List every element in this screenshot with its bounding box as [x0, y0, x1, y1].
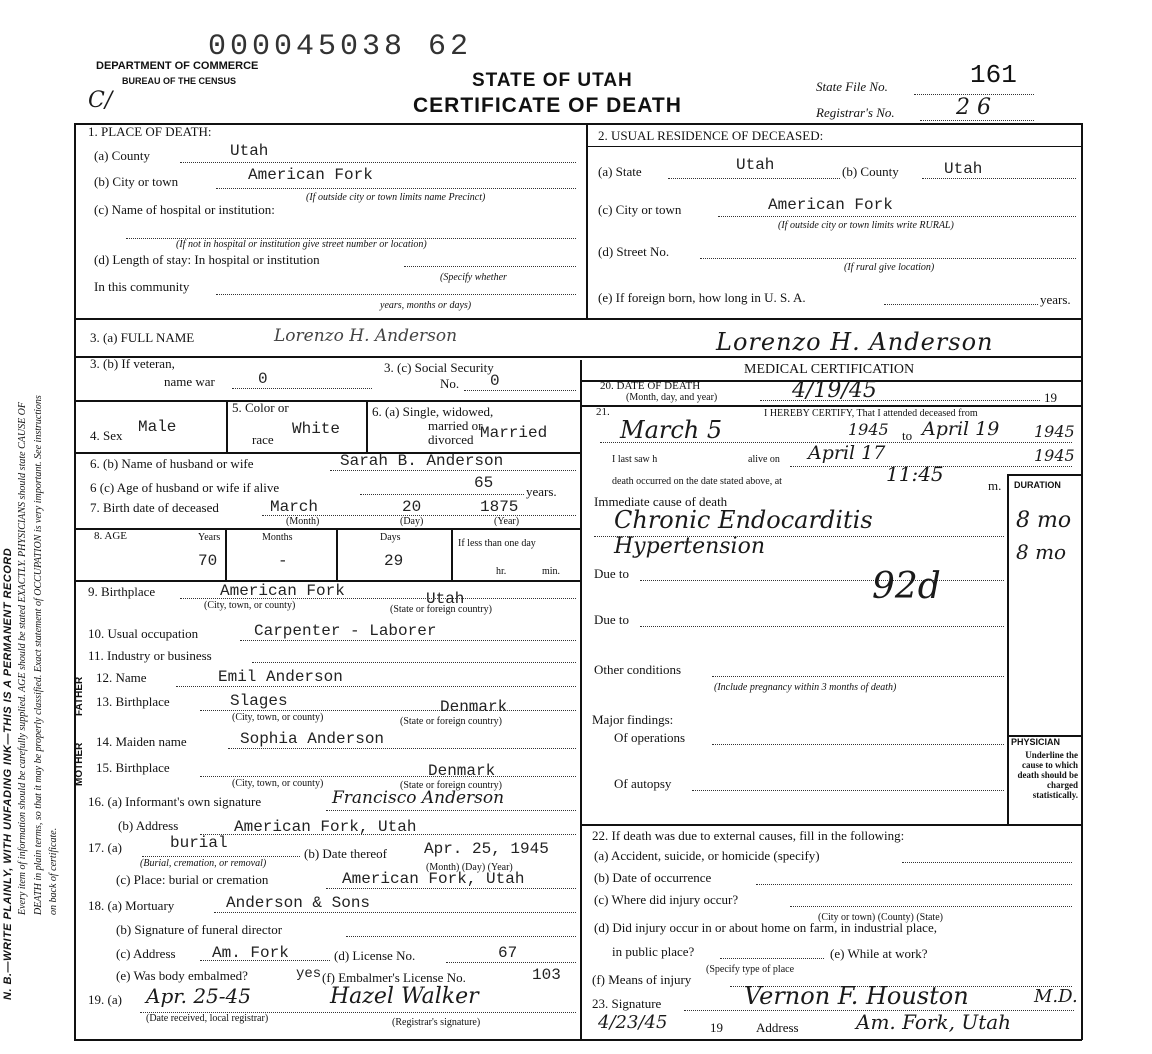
burial-date-note: (Month) (Day) (Year) — [426, 862, 513, 873]
last-saw-mid: alive on — [748, 454, 780, 465]
place-ymd: years, months or days) — [380, 300, 472, 311]
duration-column — [1007, 474, 1009, 824]
sex-value[interactable]: Male — [138, 418, 177, 436]
death-date-19: 19 — [1044, 390, 1057, 405]
attended-from-year[interactable]: 1945 — [848, 420, 889, 439]
res-state-value[interactable]: Utah — [736, 156, 775, 174]
autopsy-label: Of autopsy — [614, 776, 672, 791]
sidebar-instruction-2: DEATH in plain terms, so that it may be properly classified. Exact statement of OCCUPATION is very important. See instructions — [33, 395, 44, 915]
operations-label: Of operations — [614, 730, 686, 745]
sidebar-instruction-1: Every item of information should be carefully supplied. AGE should be stated EXACTLY. PHYSICIANS should state CAUSE OF — [17, 401, 28, 915]
registrar-signature[interactable]: Hazel Walker — [330, 984, 479, 1009]
major-findings-label: Major findings: — [592, 712, 674, 727]
spouse-age-unit: years. — [526, 484, 557, 499]
ss-value[interactable]: 0 — [490, 372, 500, 390]
place-city-value[interactable]: American Fork — [248, 166, 373, 184]
birth-month-label: (Month) — [286, 516, 320, 527]
embalmed-value[interactable]: yes — [296, 966, 322, 982]
mother-state-label: (State or foreign country) — [400, 780, 502, 791]
res-rural-note: (If rural give location) — [844, 262, 935, 273]
marital-label-1: 6. (a) Single, widowed, — [372, 404, 494, 419]
birth-year-label: (Year) — [494, 516, 520, 527]
state-file-label: State File No. — [816, 79, 888, 94]
line-external-c — [790, 906, 1072, 907]
line-place-city — [216, 188, 576, 189]
div-race — [366, 400, 368, 452]
frame-right — [1081, 123, 1083, 1040]
father-name-label: 12. Name — [96, 670, 147, 685]
duration-heading: DURATION — [1014, 480, 1061, 490]
line-father-bp — [200, 710, 576, 711]
age-years-label: Years — [198, 532, 221, 543]
race-value[interactable]: White — [292, 420, 341, 438]
physician-note: Underline the cause to which death should be charged statistically. — [1017, 750, 1078, 800]
signature-date[interactable]: 4/23/45 — [598, 1012, 668, 1033]
race-label-1: 5. Color or — [232, 400, 289, 415]
birth-year[interactable]: 1875 — [480, 498, 519, 516]
external-a: (a) Accident, suicide, or homicide (specify) — [594, 848, 820, 863]
registrar-date-note: (Date received, local registrar) — [146, 1013, 269, 1024]
death-time[interactable]: 11:45 — [886, 462, 944, 486]
res-years: years. — [1040, 292, 1071, 307]
medical-title: MEDICAL CERTIFICATION — [744, 362, 915, 377]
line-external-a — [902, 862, 1072, 863]
attended-from[interactable]: March 5 — [620, 416, 723, 444]
place-hospital-label: (c) Name of hospital or institution: — [94, 202, 275, 217]
license-value[interactable]: 67 — [498, 944, 518, 962]
duration-top — [1007, 474, 1081, 476]
mother-city-label: (City, town, or county) — [232, 778, 324, 789]
div-age-3 — [451, 528, 453, 580]
place-stay-label: (d) Length of stay: In hospital or institution — [94, 252, 320, 267]
marital-label-2: married or — [428, 418, 483, 433]
line-birthplace — [180, 598, 576, 599]
place-county-label: (a) County — [94, 148, 150, 163]
death-date-value[interactable]: 4/19/45 — [792, 378, 877, 403]
external-f: (f) Means of injury — [592, 972, 692, 987]
informant-addr-value[interactable]: American Fork, Utah — [234, 818, 417, 836]
burial-value[interactable]: burial — [170, 834, 228, 852]
line-operations — [712, 744, 1004, 745]
residence-title: 2. USUAL RESIDENCE OF DECEASED: — [598, 128, 824, 143]
last-saw-year[interactable]: 1945 — [1034, 446, 1075, 465]
rule-date-death — [580, 405, 1082, 407]
registrar-label: Registrar's No. — [816, 105, 895, 120]
burial-date-label: (b) Date thereof — [304, 846, 388, 861]
age-years-value[interactable]: 70 — [198, 552, 218, 570]
veteran-label: 3. (b) If veteran, — [90, 356, 175, 371]
external-e: (e) While at work? — [830, 946, 928, 961]
residence-rule — [586, 146, 1081, 147]
line-death-date — [760, 400, 1040, 401]
line-burial-place — [326, 888, 576, 889]
other-conditions-note: (Include pregnancy within 3 months of death) — [714, 682, 897, 693]
mortuary-addr-label: (c) Address — [116, 946, 176, 961]
line-license — [446, 962, 576, 963]
veteran-war-value[interactable]: 0 — [258, 370, 268, 388]
birthplace-city-label: (City, town, or county) — [204, 600, 296, 611]
father-name-value[interactable]: Emil Anderson — [218, 668, 343, 686]
rule-external — [580, 824, 1082, 826]
signature-address[interactable]: Am. Fork, Utah — [856, 1010, 1012, 1034]
res-city-label: (c) City or town — [598, 202, 682, 217]
birth-day-label: (Day) — [400, 516, 424, 527]
line-res-street — [700, 258, 1076, 259]
physician-signature[interactable]: Vernon F. Houston — [744, 982, 969, 1010]
line-funeral-director — [346, 936, 576, 937]
res-foreign-label: (e) If foreign born, how long in U. S. A. — [598, 290, 806, 305]
informant-label: 16. (a) Informant's own signature — [88, 794, 262, 809]
dept-heading: DEPARTMENT OF COMMERCE — [96, 60, 259, 72]
death-time-am: m. — [988, 478, 1002, 493]
last-saw-date[interactable]: April 17 — [808, 442, 886, 464]
spouse-age-label: 6 (c) Age of husband or wife if alive — [90, 480, 280, 495]
birthplace-label: 9. Birthplace — [88, 584, 156, 599]
state-title: STATE OF UTAH — [472, 70, 633, 91]
attended-to-label: to — [902, 428, 913, 443]
mother-name-value[interactable]: Sophia Anderson — [240, 730, 385, 748]
sidebar-warning: N. B.—WRITE PLAINLY, WITH UNFADING INK—THIS IS A PERMANENT RECORD — [2, 547, 14, 1000]
line-war — [232, 388, 372, 389]
burial-label: 17. (a) — [88, 840, 122, 855]
death-date-note: (Month, day, and year) — [626, 392, 718, 403]
external-d: (d) Did injury occur in or about home on farm, in industrial place, — [594, 920, 937, 935]
line-external-b — [756, 884, 1072, 885]
cert-num: 21. — [596, 406, 610, 418]
place-title: 1. PLACE OF DEATH: — [88, 124, 212, 139]
line-spouse — [330, 470, 576, 471]
duration-1[interactable]: 8 mo — [1016, 508, 1072, 533]
father-bp-country[interactable]: Denmark — [440, 698, 508, 716]
res-city-note: (If outside city or town limits write RURAL) — [778, 220, 954, 231]
line-due-2 — [640, 626, 1004, 627]
registrar-date[interactable]: Apr. 25-45 — [146, 984, 251, 1008]
line-informant-addr — [200, 834, 576, 835]
cause-1[interactable]: Chronic Endocarditis — [614, 506, 873, 534]
age-days-label: Days — [380, 532, 401, 543]
fullname-signature: Lorenzo H. Anderson — [274, 326, 458, 346]
age-months-value[interactable]: - — [278, 552, 288, 570]
res-county-value[interactable]: Utah — [944, 160, 983, 178]
line-mother-name — [228, 748, 576, 749]
line-informant — [326, 810, 576, 811]
mother-bp-label: 15. Birthplace — [96, 760, 170, 775]
age-months-label: Months — [262, 532, 293, 543]
mortuary-value[interactable]: Anderson & Sons — [226, 894, 371, 912]
div-age-2 — [336, 528, 338, 580]
burial-place-value[interactable]: American Fork, Utah — [342, 870, 525, 888]
age-days-value[interactable]: 29 — [384, 552, 404, 570]
line-foreign — [884, 304, 1038, 305]
place-community-label: In this community — [94, 279, 190, 294]
burial-note: (Burial, cremation, or removal) — [140, 858, 267, 869]
sidebar-instruction-3: on back of certificate. — [48, 827, 59, 915]
age-min: min. — [542, 566, 561, 577]
attended-to-year[interactable]: 1945 — [1034, 422, 1075, 441]
line-father-name — [176, 686, 576, 687]
external-c-note: (City or town) (County) (State) — [818, 912, 943, 923]
race-label-2: race — [252, 432, 274, 447]
death-date-label: 20. DATE OF DEATH — [600, 380, 701, 392]
rule-name-top — [74, 318, 1082, 320]
line-community — [216, 294, 576, 295]
place-city-label: (b) City or town — [94, 174, 179, 189]
other-conditions-label: Other conditions — [594, 662, 682, 677]
place-specify: (Specify whether — [440, 272, 507, 283]
father-bp-label: 13. Birthplace — [96, 694, 170, 709]
line-mother-bp — [200, 776, 576, 777]
father-state-label: (State or foreign country) — [400, 716, 502, 727]
cert-statement: I HEREBY CERTIFY, That I attended deceased from — [764, 408, 978, 419]
line-res-county — [922, 178, 1076, 179]
line-occupation — [240, 640, 576, 641]
serial-number: 000045038 62 — [208, 30, 473, 64]
occurred-label: death occurred on the date stated above, at — [612, 476, 782, 487]
attended-to[interactable]: April 19 — [922, 418, 1000, 440]
divider-top — [586, 123, 588, 318]
place-city-note: (If outside city or town limits name Precinct) — [306, 192, 486, 203]
signature-label: 23. Signature — [592, 996, 662, 1011]
external-title: 22. If death was due to external causes, fill in the following: — [592, 828, 905, 843]
fullname-typed[interactable]: Lorenzo H. Anderson — [716, 328, 994, 356]
line-due-1 — [640, 580, 1004, 581]
place-hospital-note: (If not in hospital or institution give street number or location) — [176, 239, 427, 250]
father-side-label: FATHER — [74, 676, 85, 716]
frame-top — [74, 123, 1082, 125]
line-spouse-age — [360, 494, 524, 495]
signature-year-label: 19 — [710, 1020, 723, 1035]
div-sex — [226, 400, 228, 452]
external-c: (c) Where did injury occur? — [594, 892, 739, 907]
occupation-value[interactable]: Carpenter - Laborer — [254, 622, 437, 640]
line-res-city — [718, 216, 1076, 217]
cause-code: 92d — [872, 566, 941, 607]
age-label: 8. AGE — [94, 530, 127, 542]
spouse-value[interactable]: Sarah B. Anderson — [340, 452, 504, 470]
informant-addr-label: (b) Address — [118, 818, 179, 833]
bureau-heading: BUREAU OF THE CENSUS — [122, 76, 237, 86]
rule-age-top — [74, 528, 580, 530]
line-stay — [404, 266, 576, 267]
embalmer-license-label: (f) Embalmer's License No. — [322, 970, 466, 985]
mother-bp-country[interactable]: Denmark — [428, 762, 496, 780]
div-age-1 — [225, 528, 227, 580]
age-hr: hr. — [496, 566, 507, 577]
external-d-note: (Specify type of place — [706, 964, 795, 975]
external-b: (b) Date of occurrence — [594, 870, 712, 885]
license-label: (d) License No. — [334, 948, 416, 963]
embalmer-license-value[interactable]: 103 — [532, 966, 561, 984]
birthplace-state[interactable]: Utah — [426, 590, 465, 608]
fullname-label: 3. (a) FULL NAME — [90, 330, 195, 345]
spouse-age-value[interactable]: 65 — [474, 474, 494, 492]
rule-veteran — [74, 400, 580, 402]
ss-no-label: No. — [440, 376, 460, 391]
ss-label: 3. (c) Social Security — [384, 360, 494, 375]
veteran-war-label: name war — [164, 374, 215, 389]
sex-label: 4. Sex — [90, 428, 123, 443]
corner-mark: C/ — [88, 88, 113, 113]
physician-heading: PHYSICIAN — [1011, 737, 1061, 747]
res-street-label: (d) Street No. — [598, 244, 670, 259]
due-to-2: Due to — [594, 612, 630, 627]
birth-month[interactable]: March — [270, 498, 319, 516]
occupation-label: 10. Usual occupation — [88, 626, 199, 641]
line-burial — [142, 856, 300, 857]
state-file-number: 161 — [970, 60, 1017, 90]
line-industry — [252, 662, 576, 663]
frame-left — [74, 123, 76, 1040]
line-external-d — [720, 958, 824, 959]
frame-bottom — [74, 1039, 1082, 1041]
mother-side-label: MOTHER — [74, 742, 85, 786]
mortuary-addr-value[interactable]: Am. Fork — [212, 944, 289, 962]
res-city-value[interactable]: American Fork — [768, 196, 893, 214]
rule-name-bottom — [74, 356, 1082, 358]
mother-name-label: 14. Maiden name — [96, 734, 187, 749]
line-autopsy — [692, 790, 1004, 791]
registrar-label: 19. (a) — [88, 992, 122, 1007]
burial-place-label: (c) Place: burial or cremation — [116, 872, 269, 887]
spouse-label: 6. (b) Name of husband or wife — [90, 456, 254, 471]
age-less-label: If less than one day — [458, 538, 536, 549]
line-mortuary — [214, 912, 576, 913]
registrar-line — [920, 120, 1034, 121]
father-city-label: (City, town, or county) — [232, 712, 324, 723]
funeral-director-label: (b) Signature of funeral director — [116, 922, 283, 937]
res-county-label: (b) County — [842, 164, 899, 179]
cause-2[interactable]: Hypertension — [614, 534, 766, 559]
line-mortuary-addr — [200, 960, 330, 961]
marital-value[interactable]: Married — [480, 424, 548, 442]
birthplace-city[interactable]: American Fork — [220, 582, 345, 600]
certificate-title: CERTIFICATE OF DEATH — [413, 94, 682, 117]
father-bp-city[interactable]: Slages — [230, 692, 288, 710]
signature-address-label: Address — [756, 1020, 799, 1035]
duration-2[interactable]: 8 mo — [1016, 540, 1067, 564]
burial-date-value[interactable]: Apr. 25, 1945 — [424, 840, 549, 858]
birth-label: 7. Birth date of deceased — [90, 500, 219, 515]
mortuary-label: 18. (a) Mortuary — [88, 898, 175, 913]
line-res-state — [668, 178, 840, 179]
immediate-cause-label: Immediate cause of death — [594, 494, 728, 509]
birthplace-state-label: (State or foreign country) — [390, 604, 492, 615]
rule-sex — [74, 452, 580, 454]
external-d2: in public place? — [612, 944, 695, 959]
birth-day[interactable]: 20 — [402, 498, 422, 516]
industry-label: 11. Industry or business — [88, 648, 212, 663]
registrar-number: 2 6 — [956, 95, 991, 120]
line-ss — [464, 390, 576, 391]
line-other — [712, 676, 1004, 677]
last-saw-label: I last saw h — [612, 454, 658, 465]
line-place-county — [180, 162, 576, 163]
physician-title: M.D. — [1034, 986, 1078, 1007]
due-to-1: Due to — [594, 566, 630, 581]
registrar-sig-note: (Registrar's signature) — [392, 1017, 481, 1028]
marital-label-3: divorced — [428, 432, 474, 447]
embalmed-label: (e) Was body embalmed? — [116, 968, 248, 983]
informant-signature[interactable]: Francisco Anderson — [332, 788, 505, 808]
res-state-label: (a) State — [598, 164, 642, 179]
place-county-value[interactable]: Utah — [230, 142, 269, 160]
divider-main — [580, 360, 582, 1040]
